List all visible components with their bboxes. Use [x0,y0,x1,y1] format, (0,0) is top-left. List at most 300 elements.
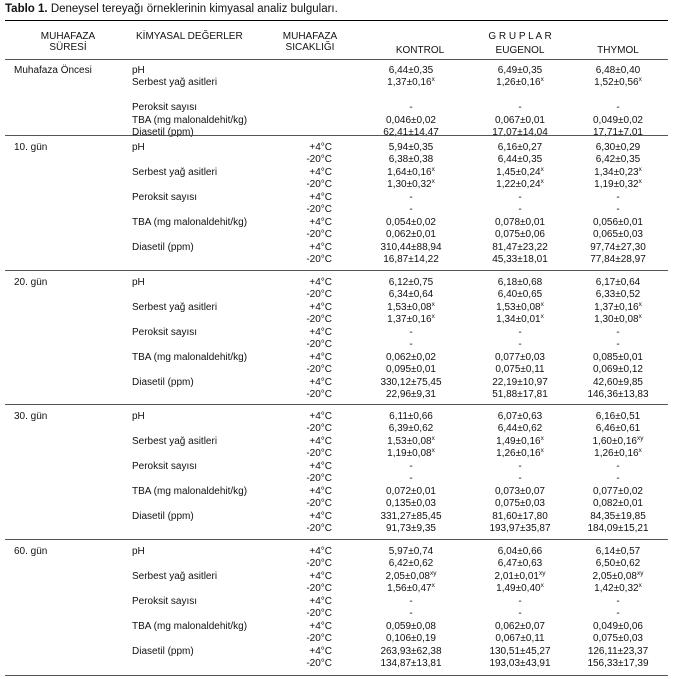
eugenol-value-text: 0,078±0,01 [495,216,545,228]
eugenol-value [465,364,575,376]
storage-temperature-text: +4°C [309,351,332,363]
significance-mark: x [431,313,435,321]
kontrol-value [362,229,460,241]
eugenol-value [465,448,575,460]
eugenol-value-text: 130,51±45,27 [489,645,551,657]
kontrol-value-text: 62,41±14,47 [383,127,439,139]
storage-temperature-text: +4°C [309,645,332,657]
kontrol-value [362,498,460,510]
thymol-value-text: 184,09±15,21 [587,523,649,535]
thymol-value [565,473,671,485]
kontrol-value-text: 1,56±0,47 [387,583,432,595]
storage-temperature [296,473,332,485]
parameter-label [132,102,197,114]
thymol-value-text: 126,11±23,37 [587,645,649,657]
thymol-value-text: 6,17±0,64 [595,277,641,288]
storage-temperature-text: +4°C [309,216,332,228]
kontrol-value-text: 16,87±14,22 [383,254,439,266]
thymol-value-text: - [616,473,620,485]
storage-temperature [296,242,332,254]
kontrol-value-text: 6,38±0,38 [388,154,434,166]
eugenol-value [465,583,575,595]
parameter-label-text: pH [132,546,145,557]
kontrol-value-text: 6,11±0,66 [389,411,433,422]
eugenol-value [465,511,575,523]
eugenol-value [465,229,575,241]
thymol-value [565,571,671,583]
kontrol-value-text: 1,64±0,16 [387,166,432,178]
kontrol-value-text: - [409,326,413,338]
kontrol-value [362,608,460,620]
significance-mark: xy [636,569,644,577]
kontrol-value [362,339,460,351]
header-sicaklik-line2: SICAKLIĞI [285,42,335,53]
kontrol-value [362,658,460,670]
significance-mark: x [540,434,544,442]
eugenol-value [465,423,575,435]
thymol-value-text: 146,36±13,83 [587,389,649,401]
thymol-value [565,658,671,670]
kontrol-value-text: 0,095±0,01 [386,364,436,376]
thymol-value-text: 6,48±0,40 [595,65,641,76]
storage-temperature [296,608,332,620]
eugenol-value [465,277,575,289]
thymol-value [565,167,671,179]
storage-temperature [296,327,332,339]
thymol-value [565,142,671,154]
storage-temperature-text: +4°C [309,376,332,388]
section-name-text: 60. gün [14,546,48,557]
kontrol-value-text: - [409,608,413,620]
significance-mark: x [431,76,435,84]
eugenol-value-text: 1,34±0,01 [496,314,541,326]
thymol-value [565,192,671,204]
kontrol-value [362,436,460,448]
section-name [14,142,47,154]
eugenol-value-text: - [518,595,522,607]
storage-temperature [296,314,332,326]
parameter-label [132,486,247,498]
thymol-value [565,217,671,229]
section-divider [5,404,668,405]
storage-temperature [296,621,332,633]
storage-temperature [296,546,332,558]
parameter-label [132,436,217,448]
storage-temperature [296,461,332,473]
storage-temperature-text: -20°C [306,204,332,216]
storage-temperature-text: +4°C [309,241,332,253]
kontrol-value [362,142,460,154]
storage-temperature [296,192,332,204]
storage-temperature [296,448,332,460]
caption-text: Deneysel tereyağı örneklerinin kimyasal analiz bulguları. [50,3,338,15]
kontrol-value [362,302,460,314]
storage-temperature [296,436,332,448]
parameter-label [132,65,145,77]
parameter-label [132,302,217,314]
section-divider [5,135,668,136]
thymol-value [565,511,671,523]
eugenol-value [465,352,575,364]
parameter-label-text: Peroksit sayısı [132,460,198,472]
eugenol-value [465,436,575,448]
kontrol-value [362,352,460,364]
section-name-text: 30. gün [14,411,48,422]
eugenol-value-text: 1,26±0,16 [496,77,541,89]
thymol-value-text: - [616,460,620,472]
eugenol-value [465,154,575,166]
significance-mark: x [431,300,435,308]
eugenol-value [465,608,575,620]
kontrol-value-text: 331,27±85,45 [380,510,442,522]
storage-temperature-text: -20°C [306,314,332,326]
kontrol-value [362,364,460,376]
thymol-value-text: 1,26±0,16 [594,448,639,460]
significance-mark: x [638,76,642,84]
eugenol-value [465,558,575,570]
parameter-label-text: Peroksit sayısı [132,191,198,203]
storage-temperature [296,142,332,154]
header-kontrol: KONTROL [395,45,445,56]
thymol-value [565,546,671,558]
kontrol-value-text: 1,53±0,08 [387,301,432,313]
thymol-value [565,302,671,314]
header-gruplar: G R U P L A R [488,31,552,42]
parameter-label [132,571,217,583]
parameter-label [132,411,145,423]
thymol-value-text: 2,05±0,08 [592,570,637,582]
eugenol-value [465,314,575,326]
storage-temperature [296,204,332,216]
kontrol-value [362,486,460,498]
header-muhafaza-sicakligi [270,31,350,53]
parameter-label-text: pH [132,142,145,153]
storage-temperature-text: -20°C [306,498,332,510]
kontrol-value-text: 1,53±0,08 [387,435,432,447]
eugenol-value [465,523,575,535]
kontrol-value-text: 0,062±0,01 [386,229,436,241]
storage-temperature-text: +4°C [309,411,332,422]
kontrol-value-text: - [409,473,413,485]
kontrol-value [362,423,460,435]
storage-temperature-text: -20°C [306,633,332,645]
thymol-value [565,179,671,191]
thymol-value-text: - [616,191,620,203]
thymol-value [565,423,671,435]
thymol-value [565,289,671,301]
thymol-value [565,327,671,339]
kontrol-value-text: 0,059±0,08 [386,620,436,632]
thymol-value [565,77,671,89]
eugenol-value-text: 1,49±0,40 [496,583,541,595]
significance-mark: x [431,165,435,173]
parameter-label [132,327,197,339]
eugenol-value-text: 6,16±0,27 [497,142,543,153]
storage-temperature [296,423,332,435]
table-caption [5,3,338,15]
significance-mark: x [638,165,642,173]
thymol-value [565,314,671,326]
storage-temperature [296,277,332,289]
kontrol-value [362,102,460,114]
header-eugenol: EUGENOL [495,45,545,56]
header-muhafaza-line2: SÜRESİ [49,42,87,53]
thymol-value-text: 6,16±0,51 [595,411,641,422]
storage-temperature [296,302,332,314]
eugenol-value [465,546,575,558]
parameter-label-text: Peroksit sayısı [132,326,198,338]
storage-temperature [296,179,332,191]
eugenol-value-text: 0,075±0,11 [495,364,545,376]
storage-temperature [296,352,332,364]
kontrol-value [362,448,460,460]
storage-temperature [296,377,332,389]
significance-mark: xy [538,569,546,577]
kontrol-value-text: - [409,204,413,216]
thymol-value-text: - [616,326,620,338]
eugenol-value-text: 51,88±17,81 [492,389,548,401]
section-divider [5,675,668,676]
significance-mark: x [638,582,642,590]
eugenol-value-text: 0,077±0,03 [495,351,545,363]
eugenol-value-text: 6,18±0,68 [497,277,543,288]
eugenol-value [465,192,575,204]
section-divider [5,539,668,540]
kontrol-value-text: 6,34±0,64 [388,289,434,301]
eugenol-value [465,633,575,645]
eugenol-value [465,596,575,608]
kontrol-value [362,596,460,608]
parameter-label [132,277,145,289]
storage-temperature [296,411,332,423]
eugenol-value-text: - [518,204,522,216]
storage-temperature [296,217,332,229]
thymol-value [565,127,671,139]
table-top-rule [5,20,668,21]
eugenol-value [465,77,575,89]
eugenol-value [465,167,575,179]
storage-temperature-text: -20°C [306,583,332,595]
eugenol-value [465,571,575,583]
thymol-value-text: - [616,339,620,351]
kontrol-value-text: - [409,102,413,114]
eugenol-value [465,411,575,423]
significance-mark: x [540,76,544,84]
significance-mark: x [431,447,435,455]
kontrol-value [362,583,460,595]
kontrol-value [362,179,460,191]
thymol-value-text: 1,34±0,23 [594,166,639,178]
parameter-label-text: Peroksit sayısı [132,595,198,607]
eugenol-value-text: 6,44±0,35 [497,154,543,166]
kontrol-value [362,327,460,339]
kontrol-value-text: 91,73±9,35 [386,523,436,535]
storage-temperature-text: +4°C [309,277,332,288]
eugenol-value-text: 0,067±0,01 [495,114,545,126]
thymol-value-text: 84,35±19,85 [590,510,646,522]
kontrol-value-text: 1,37±0,16 [387,77,432,89]
significance-mark: x [638,447,642,455]
storage-temperature-text: -20°C [306,523,332,535]
section-divider [5,270,668,271]
kontrol-value-text: 6,12±0,75 [388,277,434,288]
eugenol-value [465,217,575,229]
eugenol-value-text: 1,45±0,24 [496,166,541,178]
thymol-value-text: 1,60±0,16 [592,435,637,447]
thymol-value-text: 1,37±0,16 [594,301,639,313]
storage-temperature [296,511,332,523]
thymol-value [565,254,671,266]
storage-temperature-text: -20°C [306,229,332,241]
kontrol-value-text: 263,93±62,38 [380,645,442,657]
kontrol-value [362,289,460,301]
parameter-label-text: Diasetil (ppm) [132,645,194,657]
thymol-value-text: 0,065±0,03 [593,229,643,241]
eugenol-value-text: 6,47±0,63 [497,558,543,570]
eugenol-value-text: 1,53±0,08 [496,301,541,313]
storage-temperature [296,523,332,535]
thymol-value [565,65,671,77]
kontrol-value [362,277,460,289]
kontrol-value [362,523,460,535]
thymol-value [565,448,671,460]
kontrol-value-text: 1,37±0,16 [387,314,432,326]
kontrol-value-text: 6,44±0,35 [388,65,434,76]
storage-temperature-text: -20°C [306,423,332,435]
kontrol-value [362,461,460,473]
storage-temperature [296,571,332,583]
parameter-label [132,621,247,633]
parameter-label-text: TBA (mg malonaldehit/kg) [132,485,248,497]
kontrol-value [362,217,460,229]
kontrol-value-text: - [409,191,413,203]
thymol-value-text: 1,42±0,32 [594,583,639,595]
thymol-value [565,339,671,351]
significance-mark: x [540,178,544,186]
thymol-value-text: 0,077±0,02 [593,485,643,497]
thymol-value-text: 0,049±0,06 [593,620,643,632]
eugenol-value [465,473,575,485]
parameter-label [132,546,145,558]
parameter-label-text: Serbest yağ asitleri [132,570,218,582]
storage-temperature-text: -20°C [306,179,332,191]
significance-mark: x [638,300,642,308]
eugenol-value-text: 0,075±0,06 [495,229,545,241]
eugenol-value-text: 193,03±43,91 [489,658,551,670]
parameter-label [132,646,194,658]
storage-temperature-text: +4°C [309,435,332,447]
eugenol-value-text: 45,33±18,01 [492,254,548,266]
kontrol-value [362,646,460,658]
section-name [14,65,92,77]
parameter-label [132,461,197,473]
eugenol-value [465,377,575,389]
kontrol-value-text: 134,87±13,81 [380,658,442,670]
section-name-text: Muhafaza Öncesi [14,65,92,76]
section-name [14,411,47,423]
eugenol-value-text: - [518,102,522,114]
kontrol-value-text: 0,062±0,02 [386,351,436,363]
significance-mark: x [540,582,544,590]
storage-temperature [296,339,332,351]
kontrol-value-text: 0,135±0,03 [386,498,436,510]
storage-temperature [296,486,332,498]
parameter-label-text: TBA (mg malonaldehit/kg) [132,114,248,126]
storage-temperature-text: +4°C [309,485,332,497]
parameter-label-text: Diasetil (ppm) [132,241,194,253]
parameter-label-text: Serbest yağ asitleri [132,301,218,313]
parameter-label [132,127,194,139]
significance-mark: x [540,165,544,173]
kontrol-value-text: 0,072±0,01 [386,485,436,497]
storage-temperature-text: +4°C [309,620,332,632]
kontrol-value [362,571,460,583]
parameter-label-text: TBA (mg malonaldehit/kg) [132,620,248,632]
parameter-label [132,142,145,154]
eugenol-value [465,327,575,339]
storage-temperature-text: +4°C [309,166,332,178]
parameter-label [132,217,247,229]
thymol-value-text: 0,069±0,12 [593,364,643,376]
thymol-value-text: 1,30±0,08 [594,314,639,326]
thymol-value [565,102,671,114]
storage-temperature-text: +4°C [309,460,332,472]
parameter-label [132,115,247,127]
kontrol-value-text: 2,05±0,08 [385,570,430,582]
parameter-label-text: Serbest yağ asitleri [132,435,218,447]
thymol-value [565,523,671,535]
kontrol-value [362,167,460,179]
storage-temperature-text: -20°C [306,289,332,301]
parameter-label-text: Serbest yağ asitleri [132,77,218,89]
thymol-value [565,229,671,241]
parameter-label [132,377,194,389]
eugenol-value [465,461,575,473]
eugenol-value [465,302,575,314]
thymol-value [565,115,671,127]
kontrol-value-text: 1,19±0,08 [387,448,432,460]
storage-temperature-text: +4°C [309,301,332,313]
eugenol-value [465,179,575,191]
header-muhafaza-line1: MUHAFAZA [40,31,96,42]
kontrol-value-text: - [409,460,413,472]
significance-mark: x [638,178,642,186]
thymol-value [565,364,671,376]
caption-label: Tablo 1. [5,3,48,15]
significance-mark: x [540,447,544,455]
kontrol-value [362,546,460,558]
kontrol-value [362,633,460,645]
storage-temperature [296,558,332,570]
kontrol-value [362,204,460,216]
parameter-label [132,167,217,179]
thymol-value-text: 77,84±28,97 [590,254,646,266]
parameter-label-text: Diasetil (ppm) [132,376,194,388]
header-bottom-rule [5,59,668,60]
thymol-value-text: 0,075±0,03 [593,633,643,645]
eugenol-value-text: - [518,191,522,203]
section-name-text: 20. gün [14,277,48,288]
thymol-value-text: 1,19±0,32 [594,179,639,191]
header-kimyasal-degerler: KİMYASAL DEĞERLER [136,31,243,42]
thymol-value-text: 6,33±0,52 [595,289,641,301]
eugenol-value-text: 22,19±10,97 [492,376,548,388]
thymol-value-text: - [616,608,620,620]
kontrol-value-text: - [409,595,413,607]
storage-temperature-text: +4°C [309,595,332,607]
storage-temperature-text: -20°C [306,364,332,376]
thymol-value [565,486,671,498]
